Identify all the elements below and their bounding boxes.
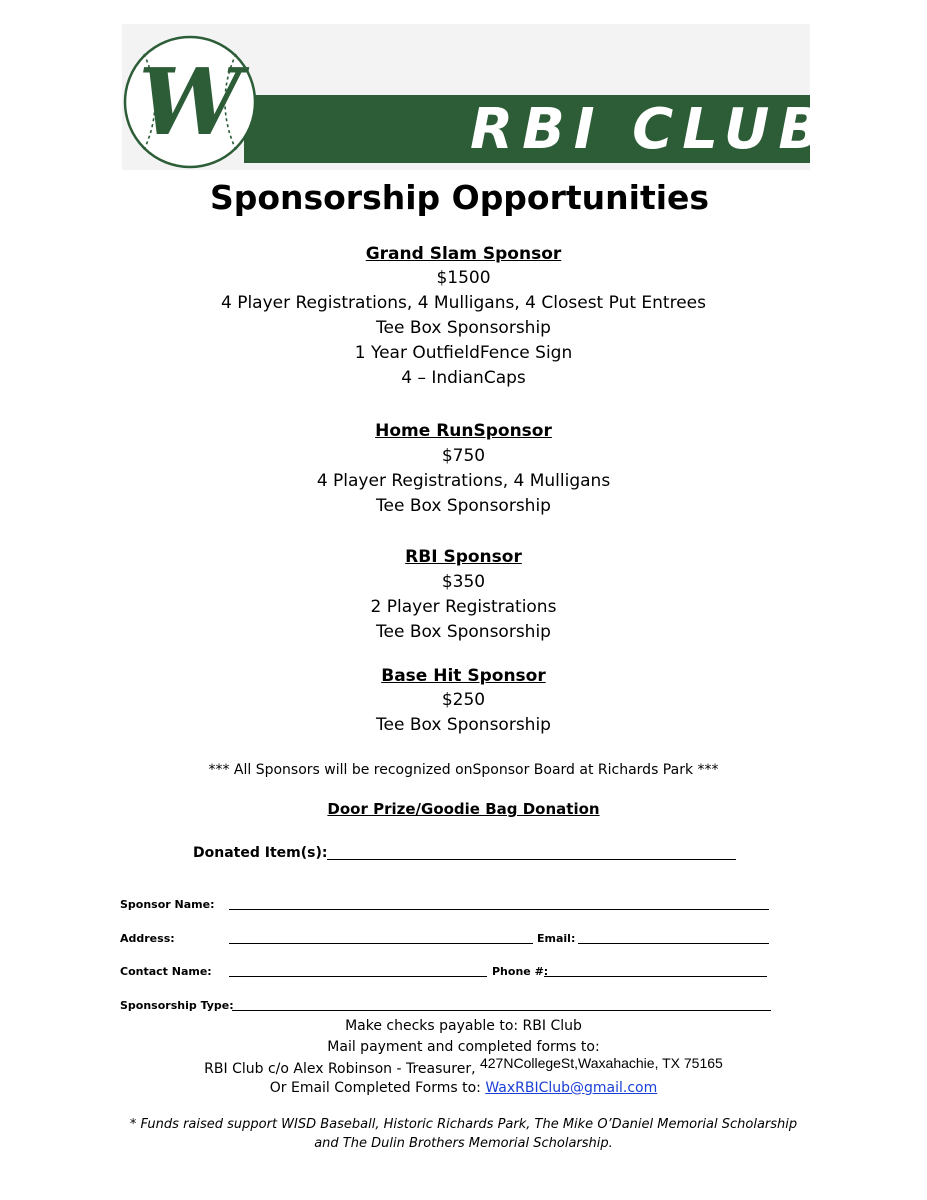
tier-grand-slam-benefit: 4 Player Registrations, 4 Mulligans, 4 Closest Put Entrees — [220, 293, 706, 313]
email-line — [0, 1080, 927, 1096]
tier-base-hit-name: Base Hit Sponsor — [381, 666, 546, 686]
email-prefix: Or Email Completed Forms to: — [269, 1080, 481, 1096]
tier-grand-slam-benefit: 1 Year OutfieldFence Sign — [354, 343, 573, 363]
email-link[interactable]: WaxRBIClub@gmail.com — [485, 1080, 658, 1096]
sponsorship-type-field[interactable] — [232, 1010, 771, 1011]
phone-field[interactable] — [544, 976, 767, 977]
tier-home-run-price: $750 — [441, 446, 486, 466]
logo-letter: W — [138, 48, 242, 156]
tier-rbi-price: $350 — [441, 572, 486, 592]
donated-items-label: Donated Item(s): — [193, 845, 328, 861]
tier-home-run-name: Home RunSponsor — [375, 421, 552, 441]
phone-label: Phone #: — [492, 965, 549, 978]
tier-home-run-benefit: Tee Box Sponsorship — [376, 496, 551, 516]
club-name: RBI CLUB — [470, 97, 831, 162]
recognition-note: *** All Sponsors will be recognized onSponsor Board at Richards Park *** — [208, 762, 719, 778]
sponsorship-type-label: Sponsorship Type: — [120, 999, 234, 1012]
tier-rbi-benefit: 2 Player Registrations — [370, 597, 557, 617]
tier-grand-slam-benefit: 4 – IndianCaps — [401, 368, 526, 388]
email-label: Email: — [537, 932, 576, 945]
contact-name-field[interactable] — [229, 976, 487, 977]
tier-rbi-name: RBI Sponsor — [405, 547, 522, 567]
tier-grand-slam-price: $1500 — [436, 268, 491, 288]
contact-name-label: Contact Name: — [120, 965, 212, 978]
tier-grand-slam-name: Grand Slam Sponsor — [365, 244, 562, 264]
tier-home-run-benefit: 4 Player Registrations, 4 Mulligans — [316, 471, 611, 491]
baseball-logo — [122, 34, 258, 170]
address-field[interactable] — [229, 943, 533, 944]
tier-base-hit-price: $250 — [441, 690, 486, 710]
tier-grand-slam-benefit: Tee Box Sponsorship — [376, 318, 551, 338]
address-label: Address: — [120, 932, 175, 945]
mailing-address-recipient: RBI Club c/o Alex Robinson - Treasurer, — [204, 1061, 476, 1077]
sponsor-name-label: Sponsor Name: — [120, 898, 215, 911]
email-field[interactable] — [578, 943, 769, 944]
mailing-address — [0, 1055, 927, 1077]
mailing-address-street: 427NCollegeSt,Waxahachie, TX 75165 — [479, 1055, 723, 1071]
tier-base-hit-benefit: Tee Box Sponsorship — [376, 715, 551, 735]
mail-line: Mail payment and completed forms to: — [327, 1039, 600, 1055]
checks-payable-line: Make checks payable to: RBI Club — [345, 1018, 582, 1034]
tier-rbi-benefit: Tee Box Sponsorship — [376, 622, 551, 642]
page-title: Sponsorship Opportunities — [209, 178, 710, 217]
funds-note-line1: * Funds raised support WISD Baseball, Historic Richards Park, The Mike O’Daniel Memorial Scholarship — [129, 1117, 798, 1132]
donation-heading: Door Prize/Goodie Bag Donation — [327, 800, 600, 818]
funds-note-line2: and The Dulin Brothers Memorial Scholarship. — [314, 1136, 613, 1151]
sponsor-name-field[interactable] — [229, 909, 769, 910]
donated-items-field[interactable] — [327, 859, 736, 860]
